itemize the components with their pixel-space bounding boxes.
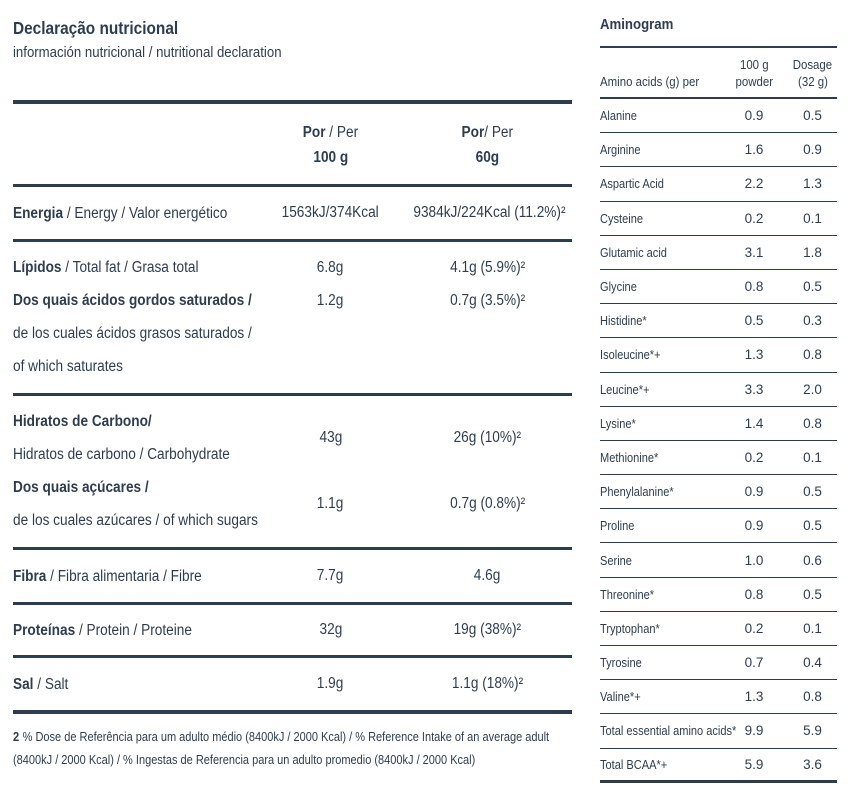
fat-per-60g: 4.1g (5.9%)² xyxy=(449,259,526,276)
aminogram-row xyxy=(600,612,837,646)
aminogram-cell-dosage: 0.5 xyxy=(803,586,822,602)
protein-per-60g: 19g (38%)² xyxy=(453,621,522,638)
aminogram-row xyxy=(600,236,837,270)
aminogram-cell-dosage: 0.1 xyxy=(803,210,822,226)
aminogram-cell-dosage: 0.5 xyxy=(803,518,822,534)
aminogram-header-powder: 100 g powder xyxy=(735,57,773,89)
aminogram-cell-dosage: 0.8 xyxy=(803,689,822,705)
aminogram-cell-dosage: 0.5 xyxy=(803,484,822,500)
aminogram-cell-name: Valine*+ xyxy=(600,689,641,705)
nutrition-declaration-panel xyxy=(13,0,572,772)
reference-footnote xyxy=(13,714,572,772)
aminogram-row xyxy=(600,646,837,680)
sugars-per-100g: 1.1g xyxy=(317,495,344,512)
aminogram-cell-name: Methionine* xyxy=(600,449,659,465)
aminogram-cell-dosage: 2.0 xyxy=(803,381,822,397)
aminogram-row xyxy=(600,475,837,509)
aminogram-cell-name: Total essential amino acids* xyxy=(600,723,737,739)
saturates-per-100g: 1.2g xyxy=(317,292,344,309)
salt-label: Sal / Salt xyxy=(13,675,69,693)
salt-per-60g: 1.1g (18%)² xyxy=(451,675,524,692)
aminogram-cell-powder: 0.9 xyxy=(744,108,764,124)
aminogram-cell-dosage: 0.1 xyxy=(803,620,822,636)
aminogram-cell-powder: 0.7 xyxy=(744,655,764,671)
row-fat xyxy=(13,242,572,396)
protein-per-100g: 32g xyxy=(319,621,342,638)
aminogram-cell-dosage: 0.6 xyxy=(803,552,822,568)
aminogram-cell-dosage: 0.1 xyxy=(803,449,822,465)
aminogram-cell-powder: 1.4 xyxy=(744,415,764,431)
aminogram-cell-name: Arginine xyxy=(600,142,641,158)
carbohydrate-values-100g xyxy=(258,405,403,537)
aminogram-cell-name: Lysine* xyxy=(600,415,636,431)
aminogram-cell-dosage: 0.8 xyxy=(803,347,822,363)
aminogram-cell-dosage: 5.9 xyxy=(803,723,822,739)
energy-label: Energia / Energy / Valor energético xyxy=(13,204,228,222)
footnote-text: % Dose de Referência para um adulto médio (8400kJ / 2000 Kcal) / % Reference Intake of an average adult (8400kJ / 2000 Kcal) / % Ingestas de Referencia para un adulto promedio (8400kJ / 2000 Kcal) xyxy=(13,730,550,767)
protein-label: Proteínas / Protein / Proteine xyxy=(13,621,192,639)
aminogram-row xyxy=(600,578,837,612)
aminogram-cell-name: Tryptophan* xyxy=(600,620,660,636)
aminogram-row xyxy=(600,441,837,475)
row-protein xyxy=(13,605,572,658)
aminogram-cell-powder: 0.8 xyxy=(744,586,764,602)
aminogram-row xyxy=(600,270,837,304)
aminogram-cell-dosage: 0.4 xyxy=(803,655,822,671)
fat-per-100g: 6.8g xyxy=(317,259,344,276)
aminogram-body xyxy=(600,99,837,783)
aminogram-cell-powder: 0.8 xyxy=(744,279,764,295)
sugars-per-60g: 0.7g (0.8%)² xyxy=(449,495,526,512)
aminogram-cell-dosage: 0.8 xyxy=(803,415,822,431)
aminogram-cell-name: Threonine* xyxy=(600,586,655,602)
row-energy xyxy=(13,187,572,242)
carbs-per-60g: 26g (10%)² xyxy=(453,429,522,446)
aminogram-cell-powder: 2.2 xyxy=(744,176,764,192)
aminogram-row xyxy=(600,304,837,338)
row-fibre xyxy=(13,550,572,605)
aminogram-cell-powder: 3.3 xyxy=(744,381,764,397)
fibre-per-60g: 4.6g xyxy=(474,567,501,584)
carbohydrate-labels: Hidratos de Carbono/ Hidratos de carbono / Carbohydrate Dos quais açúcares / de los cuales azúcares / of which sugars xyxy=(13,413,258,529)
aminogram-cell-powder: 1.6 xyxy=(744,142,764,158)
aminogram-cell-powder: 0.9 xyxy=(744,484,764,500)
row-salt xyxy=(13,658,572,714)
energy-per-60g: 9384kJ/224Kcal (11.2%)² xyxy=(413,204,566,221)
aminogram-cell-powder: 0.2 xyxy=(744,210,764,226)
aminogram-header xyxy=(600,48,837,99)
aminogram-row xyxy=(600,167,837,201)
aminogram-cell-name: Isoleucine*+ xyxy=(600,347,661,363)
aminogram-row xyxy=(600,338,837,372)
fibre-per-100g: 7.7g xyxy=(317,567,344,584)
saturates-per-60g: 0.7g (3.5%)² xyxy=(449,292,526,309)
aminogram-cell-name: Phenylalanine* xyxy=(600,484,674,500)
aminogram-row xyxy=(600,680,837,714)
nutrition-table xyxy=(13,100,572,772)
aminogram-cell-dosage: 3.6 xyxy=(803,756,822,772)
aminogram-cell-powder: 0.9 xyxy=(744,518,764,534)
aminogram-cell-powder: 5.9 xyxy=(744,756,764,772)
aminogram-row xyxy=(600,714,837,748)
aminogram-row xyxy=(600,373,837,407)
aminogram-cell-name: Total BCAA*+ xyxy=(600,756,668,772)
aminogram-row xyxy=(600,133,837,167)
aminogram-row xyxy=(600,543,837,577)
fat-labels: Lípidos / Total fat / Grasa total Dos quais ácidos gordos saturados / de los cuales ácidos grasos saturados / of which saturates xyxy=(13,259,252,375)
aminogram-cell-name: Glutamic acid xyxy=(600,244,667,260)
aminogram-cell-powder: 0.5 xyxy=(744,313,764,329)
fat-values-100g xyxy=(258,251,403,317)
aminogram-cell-name: Aspartic Acid xyxy=(600,176,664,192)
row-carbohydrate xyxy=(13,396,572,550)
aminogram-cell-dosage: 1.3 xyxy=(803,176,822,192)
nutrition-table-header xyxy=(13,104,572,187)
aminogram-cell-dosage: 1.8 xyxy=(803,244,822,260)
aminogram-header-dosage: Dosage (32 g) xyxy=(792,57,833,89)
fat-values-60g xyxy=(403,251,572,317)
salt-per-100g: 1.9g xyxy=(317,675,344,692)
aminogram-row xyxy=(600,99,837,133)
energy-per-100g: 1563kJ/374Kcal xyxy=(281,204,380,221)
aminogram-cell-powder: 3.1 xyxy=(744,244,764,260)
page-title: Declaração nutricional xyxy=(13,18,179,38)
aminogram-row xyxy=(600,407,837,441)
aminogram-cell-powder: 0.2 xyxy=(744,620,764,636)
aminogram-cell-powder: 1.0 xyxy=(744,552,764,568)
aminogram-cell-name: Alanine xyxy=(600,108,637,124)
page-subtitle: información nutricional / nutritional declaration xyxy=(13,44,282,61)
aminogram-cell-powder: 0.2 xyxy=(744,449,764,465)
aminogram-cell-powder: 1.3 xyxy=(744,347,764,363)
aminogram-row xyxy=(600,202,837,236)
column-header-100g: Por / Per 100 g xyxy=(302,124,359,166)
aminogram-cell-powder: 1.3 xyxy=(744,689,764,705)
aminogram-cell-dosage: 0.9 xyxy=(803,142,822,158)
fibre-label: Fibra / Fibra alimentaria / Fibre xyxy=(13,567,202,585)
aminogram-panel xyxy=(600,0,837,783)
carbs-per-100g: 43g xyxy=(319,429,342,446)
aminogram-cell-name: Leucine*+ xyxy=(600,381,650,397)
footnote-marker: 2 xyxy=(13,730,20,744)
aminogram-cell-name: Tyrosine xyxy=(600,655,642,671)
aminogram-cell-dosage: 0.5 xyxy=(803,108,822,124)
aminogram-cell-name: Cysteine xyxy=(600,210,643,226)
aminogram-cell-name: Histidine* xyxy=(600,313,647,329)
aminogram-cell-powder: 9.9 xyxy=(744,723,764,739)
aminogram-row xyxy=(600,749,837,783)
aminogram-title: Aminogram xyxy=(600,0,837,48)
aminogram-cell-dosage: 0.3 xyxy=(803,313,822,329)
aminogram-header-label: Amino acids (g) per xyxy=(600,74,700,89)
carbohydrate-values-60g xyxy=(403,405,572,537)
aminogram-cell-dosage: 0.5 xyxy=(803,279,822,295)
column-header-60g: Por/ Per 60g xyxy=(461,124,514,166)
aminogram-cell-name: Proline xyxy=(600,518,635,534)
aminogram-row xyxy=(600,509,837,543)
aminogram-cell-name: Serine xyxy=(600,552,632,568)
aminogram-cell-name: Glycine xyxy=(600,279,637,295)
